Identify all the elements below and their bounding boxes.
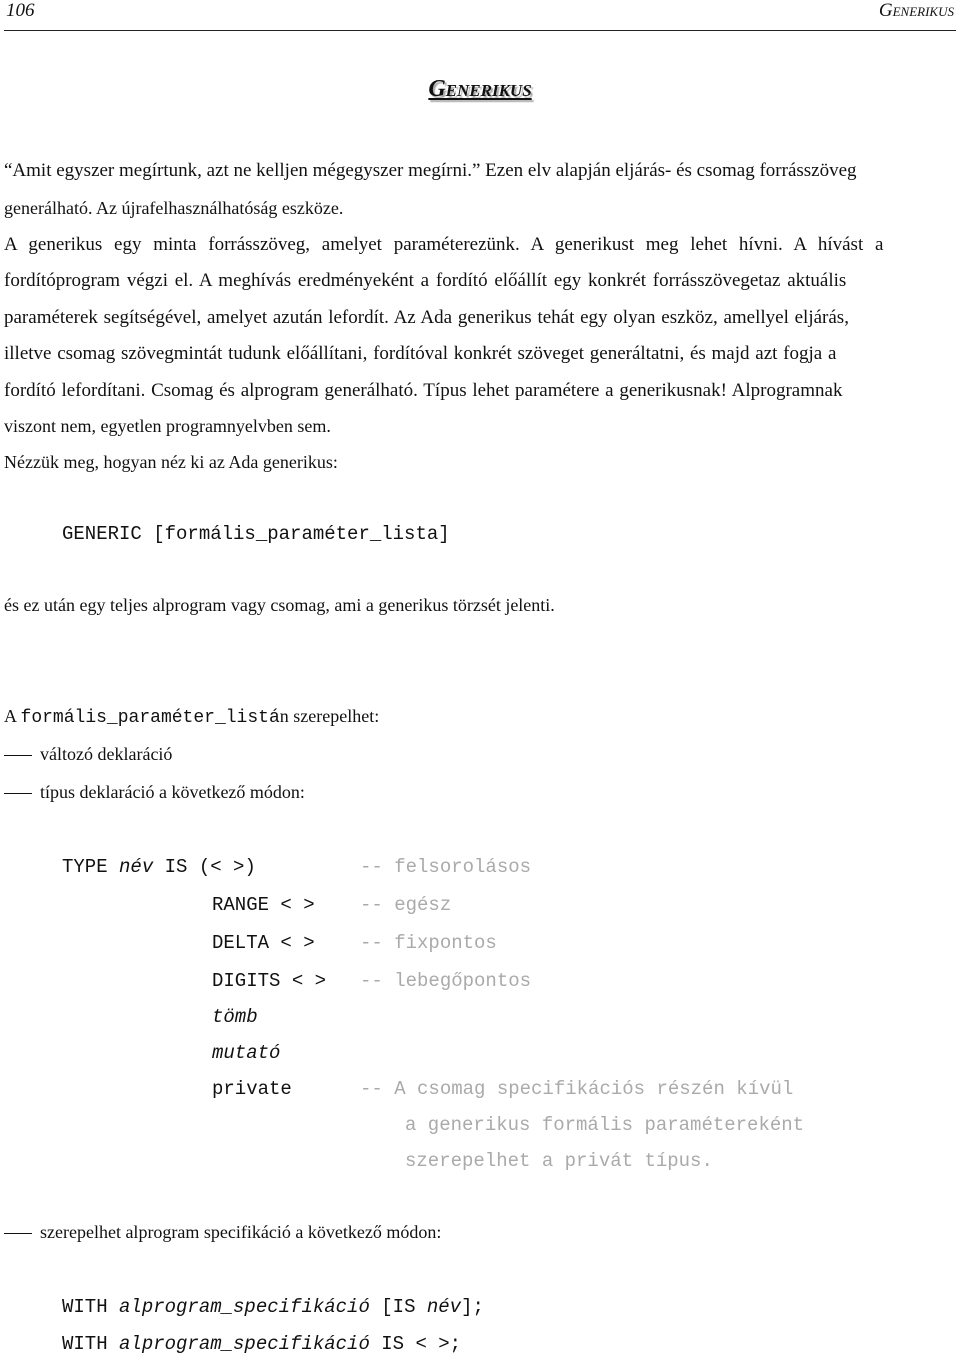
paragraph-line: Nézzük meg, hogyan néz ki az Ada generikus: — [4, 452, 338, 472]
code-mutato: mutató — [212, 1042, 281, 1064]
code-tomb: tömb — [212, 1006, 258, 1028]
running-title: Generikus — [878, 0, 954, 21]
code-comment: -- egész — [360, 894, 452, 916]
bullet-text: szerepelhet alprogram specifikáció a következő módon: — [40, 1222, 442, 1242]
code-with-1 — [62, 1296, 484, 1318]
bullet-text: típus deklaráció a következő módon: — [40, 782, 305, 802]
paragraph-line: illetve csomag szövegmintát tudunk előállítani, fordítóval konkrét szöveget generáltatni, és majd azt fogja a — [4, 343, 837, 364]
text-span: A — [4, 706, 21, 726]
code-italic: alprogram_specifikáció — [119, 1296, 370, 1318]
code-comment: -- fixpontos — [360, 932, 497, 954]
code-private: private — [212, 1078, 292, 1100]
paragraph-line: paraméterek segítségével, amelyet azután lefordít. Az Ada generikus tehát egy olyan eszköz, amellyel eljárás, — [4, 307, 849, 328]
code-comment: a generikus formális paramétereként — [405, 1114, 805, 1136]
code-text: [IS — [369, 1296, 427, 1318]
code-with-2 — [62, 1333, 461, 1355]
code-italic: név — [119, 856, 154, 878]
paragraph-line: fordító lefordítani. Csomag és alprogram generálható. Típus lehet paramétere a generikusnak! Alprogramnak — [4, 380, 843, 401]
code-comment: -- lebegőpontos — [360, 970, 532, 992]
dash-bullet — [4, 755, 32, 756]
dash-bullet — [4, 793, 32, 794]
paragraph-line: A generikus egy minta forrásszöveg, amelyet paraméterezünk. A generikust meg lehet hívni. A hívást a — [4, 234, 884, 255]
code-text: ]; — [461, 1296, 484, 1318]
code-keyword: WITH — [62, 1296, 120, 1318]
code-delta: DELTA < > — [212, 932, 315, 954]
page-header — [4, 0, 956, 31]
text-line: “Amit egyszer megírtunk, azt ne kelljen mégegyszer megírni.” Ezen elv alapján eljárás- és csomag forrásszöveg — [4, 160, 857, 181]
paragraph-line: generálható. Az újrafelhasználhatóság eszköze. — [4, 198, 344, 218]
section-heading: Generikus — [428, 76, 532, 102]
code-comment: szerepelhet a privát típus. — [405, 1150, 713, 1172]
paragraph-line: és ez után egy teljes alprogram vagy csomag, ami a generikus törzsét jelenti. — [4, 595, 555, 615]
code-keyword: WITH — [62, 1333, 120, 1355]
code-keyword: TYPE — [62, 856, 120, 878]
code-keyword: IS (< >) — [153, 856, 256, 878]
paragraph-line — [4, 160, 956, 182]
paragraph-line: viszont nem, egyetlen programnyelvben sem. — [4, 416, 331, 436]
param-list-intro — [4, 706, 379, 728]
code-range: RANGE < > — [212, 894, 315, 916]
code-comment: -- A csomag specifikációs részén kívül — [360, 1078, 794, 1100]
code-generic: GENERIC [formális_paraméter_lista] — [62, 523, 450, 545]
dash-bullet — [4, 1233, 32, 1234]
code-comment: -- felsorolásos — [360, 856, 532, 878]
code-italic: alprogram_specifikáció — [119, 1333, 370, 1355]
code-type-decl — [62, 856, 256, 878]
paragraph-line: fordítóprogram végzi el. A meghívás eredményeként a fordító előállít egy konkrét forrásszövegetaz aktuális — [4, 270, 847, 291]
inline-code: formális_paraméter_listá — [20, 708, 280, 728]
code-digits: DIGITS < > — [212, 970, 327, 992]
code-text: IS < >; — [369, 1333, 462, 1355]
page-number: 106 — [6, 0, 35, 21]
text-span: n szerepelhet: — [279, 706, 380, 726]
bullet-text: változó deklaráció — [40, 744, 173, 764]
code-italic: név — [426, 1296, 462, 1318]
